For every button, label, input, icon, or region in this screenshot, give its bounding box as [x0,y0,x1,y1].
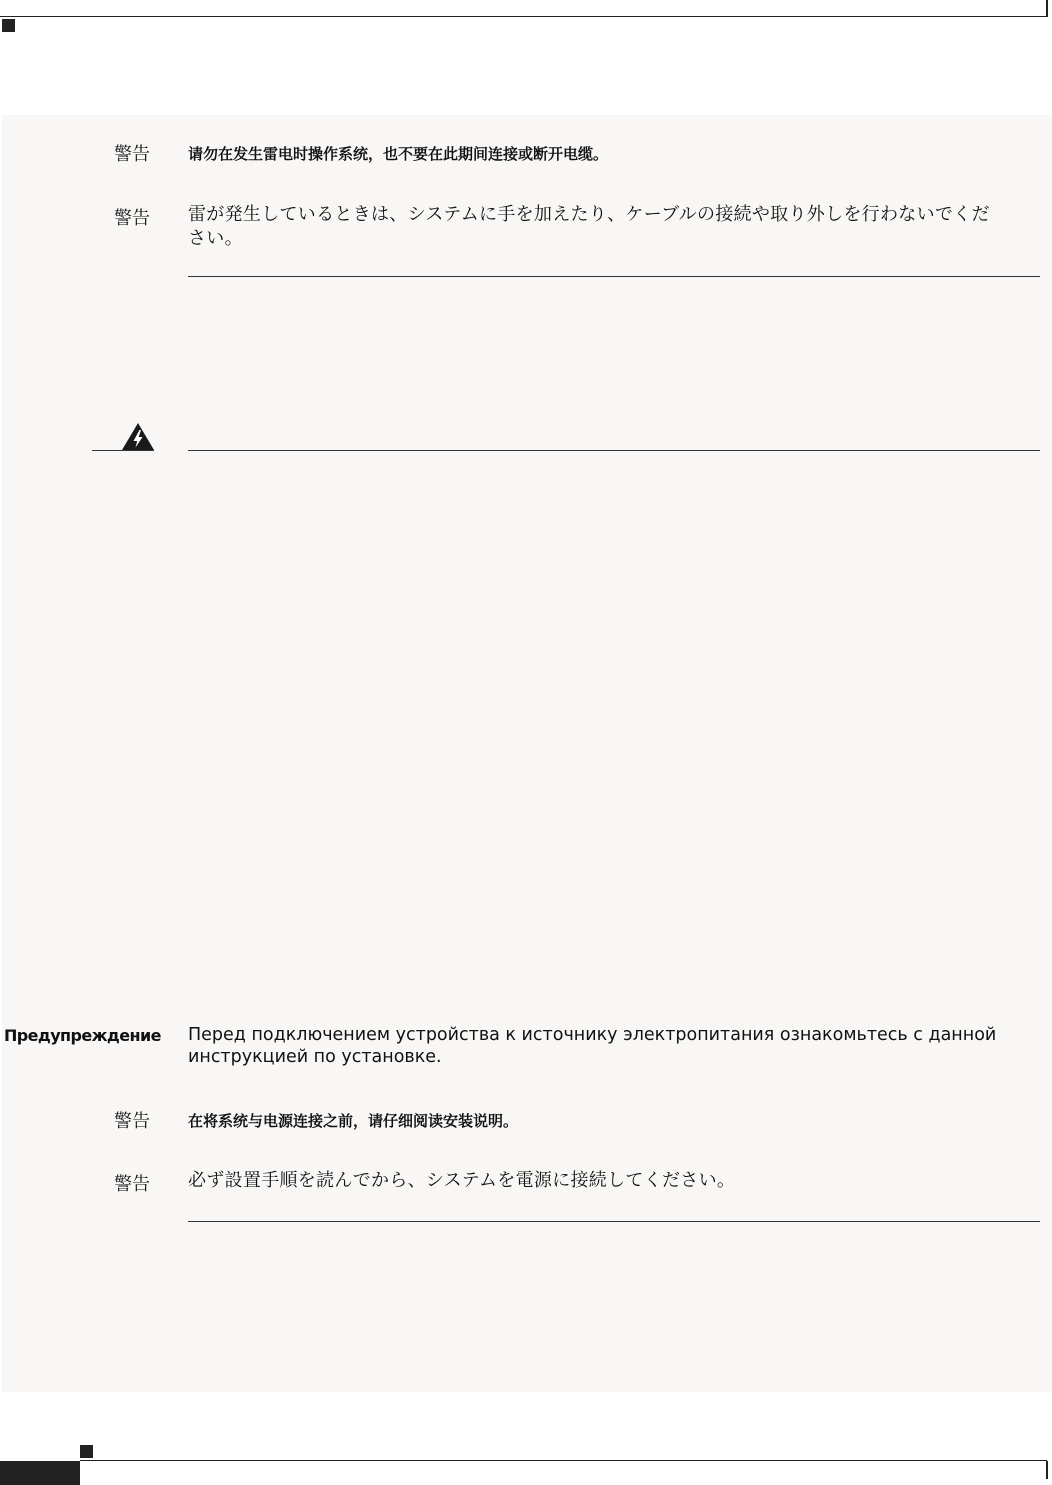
ru-warning-line-2: инструкцией по установке. [188,1047,442,1067]
footer-corner-tick [1046,1461,1048,1479]
ja-warning-text [188,203,1040,251]
header-rule [0,16,1047,17]
zh-install-text: 在将系统与电源连接之前，请仔细阅读安装说明。 [188,1112,519,1130]
warning-section-rule [188,450,1040,451]
section-divider [188,276,1040,277]
footer-rule [80,1460,1047,1461]
ja-install-label: 警告 [114,1174,150,1195]
zh-warning-label: 警告 [114,144,150,165]
zh-warning-text: 请勿在发生雷电时操作系统，也不要在此期间连接或断开电缆。 [188,145,609,163]
ja-warning-label: 警告 [114,208,150,229]
zh-install-label: 警告 [114,1111,150,1132]
header-marker-square [2,19,15,32]
ja-warning-line-1: 雷が発生しているときは、システムに手を加えたり、ケーブルの接続や取り外しを行わないでくだ [188,204,990,225]
electrical-hazard-warning-icon [121,422,155,451]
ru-warning-line-1: Перед подключением устройства к источнику электропитания ознакомьтесь с данной [188,1025,997,1045]
footer-page-block [0,1461,80,1485]
header-corner-tick [1046,0,1048,17]
ru-warning-text [188,1024,1040,1068]
footer-marker-square [80,1445,93,1458]
ja-install-text: 必ず設置手順を読んでから、システムを電源に接続してください。 [188,1170,736,1191]
content-panel [2,115,1052,1392]
ru-warning-label: Предупреждение [4,1026,161,1045]
ja-warning-line-2: さい。 [188,228,243,249]
icon-underline [92,450,154,451]
install-section-divider [188,1221,1040,1222]
